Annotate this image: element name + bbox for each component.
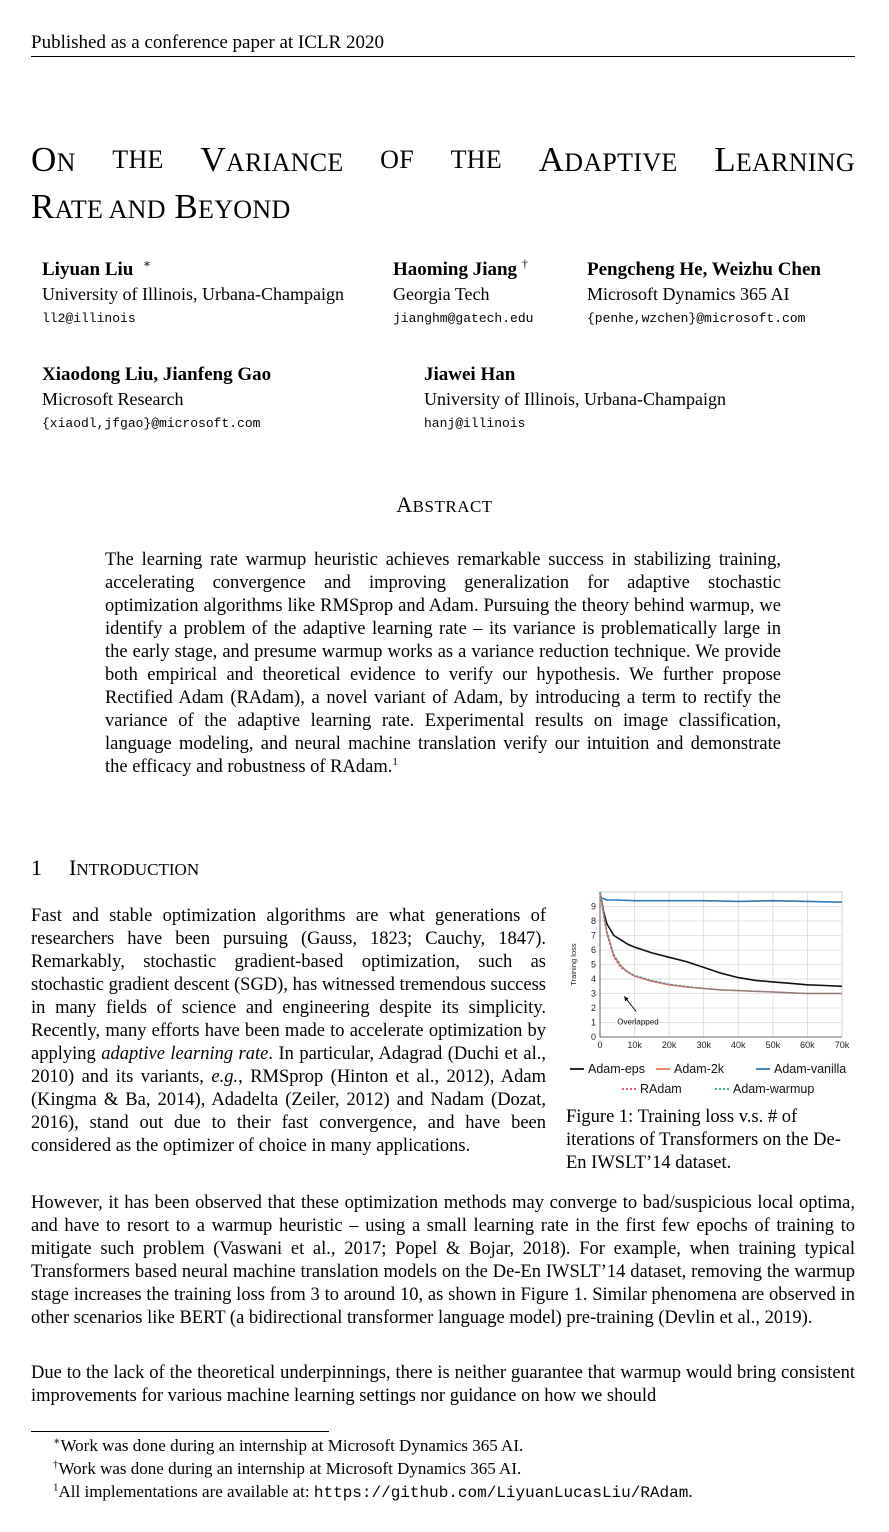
x-tick-label: 50k (765, 1040, 781, 1050)
author-affiliation: Georgia Tech (393, 284, 490, 304)
y-tick-label: 9 (590, 901, 596, 912)
author-affiliation: Microsoft Dynamics 365 AI (587, 284, 790, 304)
author-email[interactable]: ll2@illinois (42, 311, 136, 326)
y-tick-label: 1 (590, 1017, 596, 1028)
footnote: $^1$All implementations are available at: https://github.com/LiyuanLucasLiu/RAdam. (53, 1481, 693, 1502)
section-heading: 1 INTRODUCTION (31, 855, 200, 880)
repo-link[interactable]: https://github.com/LiyuanLucasLiu/RAdam (313, 1484, 689, 1502)
author-mark: † (521, 256, 528, 271)
title-word: OF (380, 145, 415, 174)
figure-caption: Figure 1: Training loss v.s. # of iterations of Transformers on the De-En IWSLT’14 dataset. (566, 1107, 841, 1173)
annotation-label: Overlapped (617, 1017, 659, 1027)
x-tick-label: 0 (597, 1040, 603, 1050)
author-name: Jiawei Han (424, 364, 516, 385)
training-loss-chart (566, 888, 855, 1100)
legend-label: Adam-vanilla (774, 1062, 847, 1076)
abstract-heading: ABSTRACT (396, 492, 493, 517)
footnote: †Work was done during an internship at Microsoft Dynamics 365 AI. (53, 1458, 522, 1478)
intro-paragraph-1: Fast and stable optimization algorithms are what generations of researchers have been pursuing (Gauss, 1823; Cauchy, 1847). Remarkably, stochastic gradient-based optimization, such as stochastic gradient descent (SGD), has witnessed tremendous success in many fields of science and engineering despite its simplicity. Recently, many efforts have been made to accelerate optimization by applying adaptive learning rate. In particular, Adagrad (Duchi et al., 2010) and its variants, e.g., RMSprop (Hinton et al., 2012), Adam (Kingma & Ba, 2014), Adadelta (Zeiler, 2012) and Nadam (Dozat, 2016), stand out due to their fast convergence, and have been considered as the optimizer of choice in many applications. (31, 906, 547, 1156)
title-word: THE (112, 145, 164, 174)
author-block (393, 258, 533, 331)
author-name: Xiaodong Liu, Jianfeng Gao (42, 364, 272, 385)
author-affiliation: University of Illinois, Urbana-Champaign (42, 284, 344, 304)
footnotes (53, 1434, 863, 1505)
paper-title (31, 138, 855, 232)
legend-label: RAdam (640, 1082, 682, 1096)
author-block (424, 363, 726, 436)
y-tick-label: 2 (590, 1003, 596, 1013)
intro-paragraph-3: Due to the lack of the theoretical underpinnings, there is neither guarantee that warmup would bring consistent improvements for various machine learning settings nor guidance on how we should (31, 1363, 855, 1406)
y-axis-label: Training loss (569, 943, 578, 986)
footnote-ref[interactable]: 1 (392, 755, 398, 768)
intro-paragraph-2: However, it has been observed that these optimization methods may converge to bad/suspicious local optima, and have to resort to a warmup heuristic – using a small learning rate in the first few epochs of training to mitigate such problem (Vaswani et al., 2017; Popel & Bojar, 2018). For example, when training typical Transformers based neural machine translation models on the De-En IWSLT’14 dataset, removing the warmup stage increases the training loss from 3 to around 10, as shown in Figure 1. Similar phenomena are observed in other scenarios like BERT (a bidirectional transformer language model) pre-training (Devlin et al., 2019). (31, 1193, 855, 1328)
x-tick-label: 60k (800, 1040, 815, 1050)
title-word: ADAPTIVE (538, 140, 678, 179)
author-affiliation: Microsoft Research (42, 389, 184, 409)
title-line-2: RATE AND BEYOND (31, 187, 291, 226)
author-block (42, 258, 344, 331)
author-email[interactable]: jianghm@gatech.edu (393, 311, 534, 326)
x-tick-label: 30k (696, 1040, 711, 1050)
legend-label: Adam-warmup (733, 1082, 815, 1096)
y-tick-label: 6 (590, 945, 596, 955)
author-name: Pengcheng He, Weizhu Chen (587, 259, 821, 280)
footnote-rule (31, 1431, 329, 1432)
y-tick-label: 5 (590, 959, 596, 970)
x-tick-label: 10k (627, 1040, 642, 1050)
title-word: ON (31, 140, 76, 179)
title-word: THE (450, 145, 503, 174)
y-tick-label: 0 (590, 1032, 596, 1042)
header-rule (31, 56, 855, 57)
series-line-adam-warmup (600, 892, 842, 994)
footnote: ∗Work was done during an internship at Microsoft Dynamics 365 AI. (53, 1435, 524, 1455)
author-mark: ∗ (142, 256, 152, 271)
y-tick-label: 4 (590, 974, 596, 984)
author-email[interactable]: {penhe,wzchen}@microsoft.com (587, 311, 806, 326)
series-line-adam-2k (600, 892, 842, 994)
author-name: Liyuan Liu (42, 259, 134, 280)
legend-label: Adam-eps (588, 1062, 645, 1076)
series-line-adam-vanilla (600, 898, 842, 902)
author-email[interactable]: hanj@illinois (424, 416, 526, 431)
series-line-radam (600, 892, 842, 994)
running-header: Published as a conference paper at ICLR 2020 (31, 32, 384, 53)
figure-1 (566, 888, 855, 1100)
title-word: LEARNING (714, 140, 855, 179)
abstract-text: The learning rate warmup heuristic achieves remarkable success in stabilizing training, accelerating convergence and improving generalization for adaptive stochastic optimization algorithms like RMSprop and Adam. Pursuing the theory behind warmup, we identify a problem of the adaptive learning rate – its variance is problematically large in the early stage, and presume warmup works as a variance reduction technique. We provide both empirical and theoretical evidence to verify our hypothesis. We further propose Rectified Adam (RAdam), a novel variant of Adam, by introducing a term to rectify the variance of the adaptive learning rate. Experimental results on image classification, language modeling, and neural machine translation verify our intuition and demonstrate the efficacy and robustness of RAdam.$^1$ (105, 550, 781, 777)
y-tick-label: 8 (590, 916, 596, 926)
author-name: Haoming Jiang (393, 259, 518, 280)
author-block (42, 363, 271, 436)
y-tick-label: 7 (590, 930, 596, 941)
title-word: VARIANCE (200, 140, 344, 179)
x-tick-label: 40k (731, 1040, 746, 1050)
author-affiliation: University of Illinois, Urbana-Champaign (424, 389, 726, 409)
legend-label: Adam-2k (674, 1062, 725, 1076)
author-email[interactable]: {xiaodl,jfgao}@microsoft.com (42, 416, 261, 431)
author-block (587, 258, 821, 331)
x-tick-label: 20k (661, 1040, 677, 1050)
x-tick-label: 70k (834, 1040, 850, 1050)
y-tick-label: 3 (590, 988, 596, 999)
